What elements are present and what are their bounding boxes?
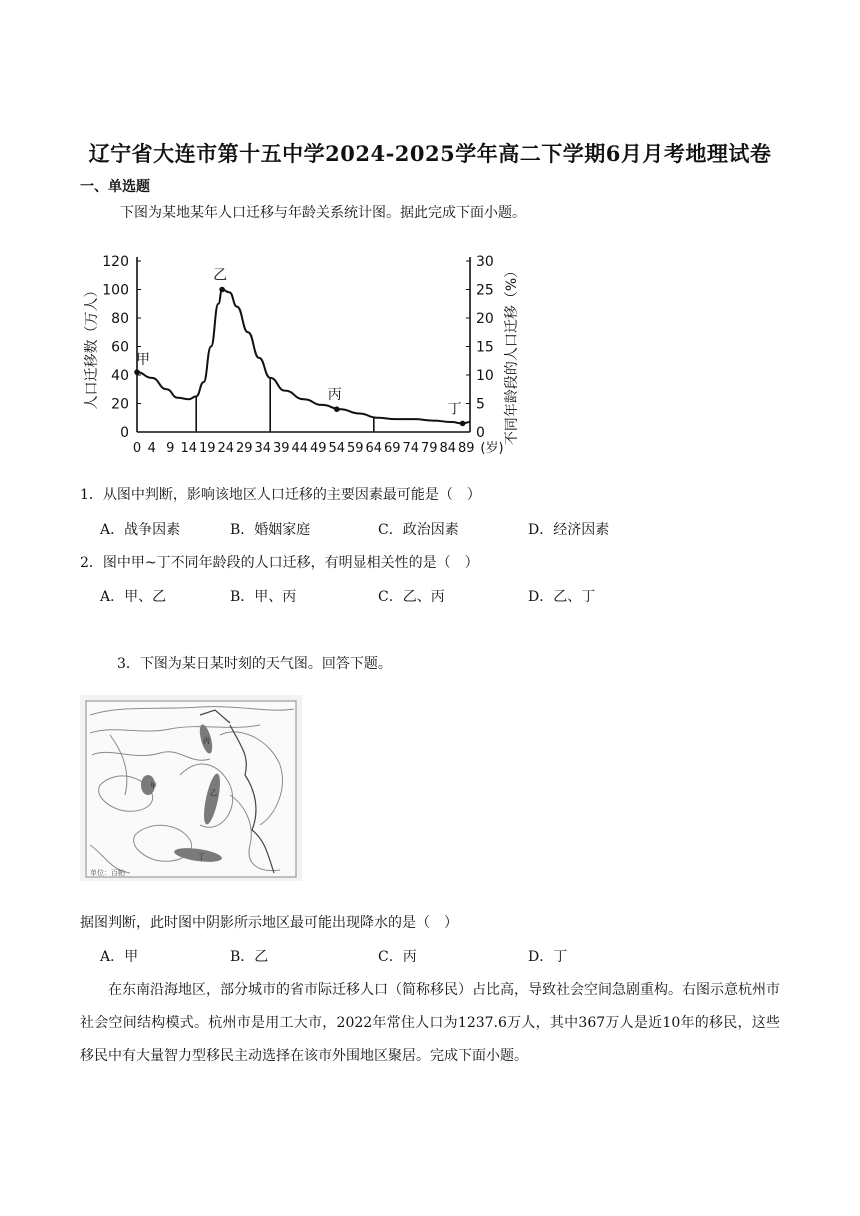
q2-option-d: D．乙、丁 (528, 589, 596, 605)
y-right-tick-label: 10 (476, 368, 494, 384)
q1-option-b: B．婚姻家庭 (230, 522, 311, 538)
y-right-tick-label: 20 (476, 311, 494, 327)
q3-option-c: C．丙 (378, 949, 417, 965)
q3-option-b: B．乙 (230, 949, 269, 965)
x-tick-label: 74 (402, 441, 420, 456)
q3-option-a: A．甲 (100, 949, 139, 965)
point-marker (134, 369, 140, 375)
map-label-jia: 甲 (150, 782, 157, 790)
point-marker (334, 406, 340, 412)
x-tick-label: 29 (236, 441, 253, 456)
x-tick-label: 89 (458, 441, 475, 456)
y-left-axis-title: 人口迁移数（万人） (84, 283, 100, 410)
x-tick-label: 44 (291, 441, 309, 456)
y-right-tick-label: 0 (476, 425, 485, 441)
y-right-tick-label: 15 (476, 339, 494, 356)
map-label-bing: 丙 (203, 737, 210, 745)
y-left-tick-label: 60 (111, 339, 129, 356)
q2-option-b: B．甲、丙 (230, 589, 297, 605)
section-heading: 一、单选题 (80, 179, 150, 195)
x-tick-label: 14 (180, 441, 198, 456)
y-left-tick-label: 80 (111, 311, 129, 327)
page-title: 辽宁省大连市第十五中学2024-2025学年高二下学期6月月考地理试卷 (88, 141, 772, 166)
y-left-tick-label: 20 (111, 396, 129, 413)
point-marker (219, 287, 225, 293)
q3-option-d: D．丁 (528, 949, 568, 965)
x-tick-label: 0 (132, 441, 142, 456)
q3-intro: 3．下图为某日某时刻的天气图。回答下题。 (117, 656, 392, 672)
x-tick-label: 19 (199, 441, 216, 456)
x-tick-label: 9 (166, 441, 175, 456)
q2-option-c: C．乙、丙 (378, 589, 445, 605)
x-tick-label: 24 (217, 441, 235, 456)
q1-stem: 1．从图中判断，影响该地区人口迁移的主要因素最可能是（ ） (80, 487, 481, 503)
x-tick-label: 69 (384, 441, 401, 456)
x-unit-label: (岁) (480, 441, 504, 456)
x-tick-label: 39 (273, 441, 290, 456)
x-tick-label: 84 (439, 441, 457, 456)
x-tick-label: 54 (328, 441, 346, 456)
map-label-yi: 乙 (210, 789, 217, 797)
map-unit-label: 单位：百帕 (90, 869, 125, 877)
weather-map (80, 695, 302, 881)
passage-text: 在东南沿海地区，部分城市的省市际迁移人口（简称移民）占比高，导致社会空间急剧重构。右图示意杭州市社会空间结构模式。杭州市是用工大市，2022年常住人口为1237.6万人，其中367万人是近10年的移民，这些移民中有大量智力型移民主动选择在该市外围地区聚居。完成下面小题。 (80, 982, 780, 1064)
y-left-tick-label: 100 (102, 282, 129, 299)
intro-text: 下图为某地某年人口迁移与年龄关系统计图。据此完成下面小题。 (120, 205, 526, 221)
point-label: 乙 (213, 267, 228, 284)
migration-curve (137, 290, 470, 424)
q2-option-a: A．甲、乙 (100, 589, 167, 605)
y-left-tick-label: 40 (111, 368, 129, 384)
q3-stem: 据图判断，此时图中阴影所示地区最可能出现降水的是（ ） (80, 915, 458, 931)
y-right-tick-label: 25 (476, 282, 494, 299)
q1-option-c: C．政治因素 (378, 522, 459, 538)
point-label: 甲 (136, 352, 150, 369)
y-right-tick-label: 30 (476, 254, 494, 270)
x-tick-label: 79 (421, 441, 438, 456)
q1-option-d: D．经济因素 (528, 522, 610, 538)
q2-stem: 2．图中甲~丁不同年龄段的人口迁移，有明显相关性的是（ ） (80, 555, 479, 571)
x-tick-label: 49 (310, 441, 327, 456)
map-label-ding: 丁 (198, 853, 205, 861)
x-tick-label: 64 (365, 441, 383, 456)
point-label: 丁 (447, 401, 462, 418)
y-right-tick-label: 5 (476, 396, 485, 413)
y-left-tick-label: 120 (102, 254, 129, 270)
x-tick-label: 34 (254, 441, 272, 456)
q1-option-a: A．战争因素 (100, 522, 181, 538)
y-right-axis-title: 不同年龄段的人口迁移（%） (504, 263, 520, 446)
point-label: 丙 (327, 387, 342, 404)
migration-age-chart (78, 245, 518, 467)
point-marker (460, 421, 466, 427)
y-left-tick-label: 0 (120, 425, 129, 441)
x-tick-label: 59 (347, 441, 364, 456)
x-tick-label: 4 (147, 441, 156, 456)
